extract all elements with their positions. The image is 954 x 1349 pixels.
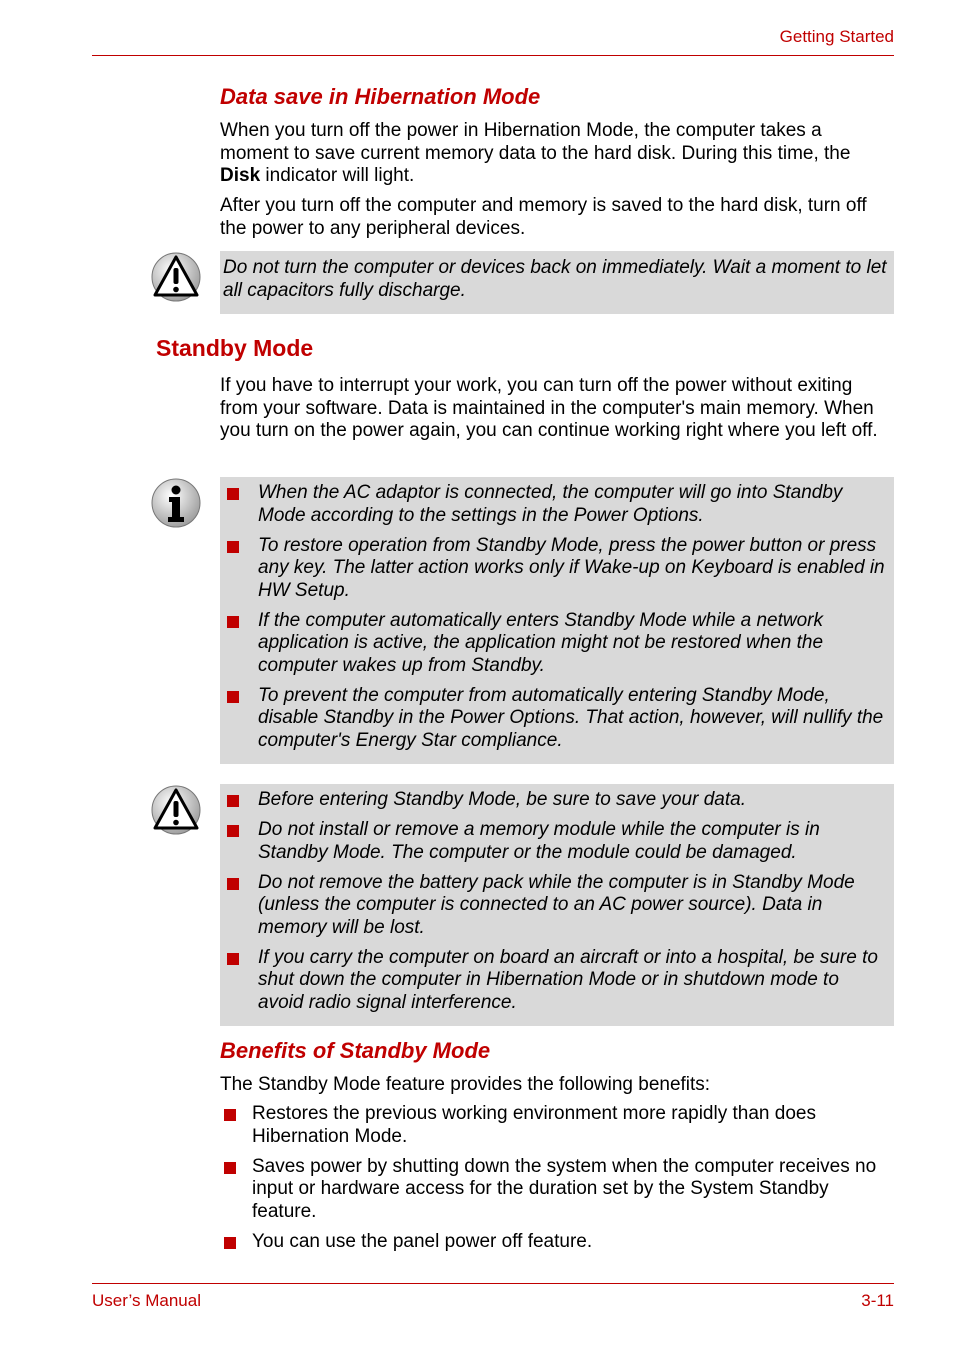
- page-number: 3-11: [861, 1291, 894, 1310]
- list-item: To prevent the computer from automatically entering Standby Mode, disable Standby in the Power Options. That action, however, will nullify the computer's Energy Star compliance.: [223, 685, 888, 753]
- bullet-marker: [227, 488, 239, 500]
- caution-icon: [150, 784, 202, 836]
- bullet-marker: [227, 795, 239, 807]
- bullet-marker: [227, 878, 239, 890]
- benefits-list: [220, 1103, 894, 1261]
- standby-paragraph: If you have to interrupt your work, you can turn off the power without exiting from your software. Data is maintained in the computer's main memory. When you turn on the power again, you can continue working right where you left off.: [220, 375, 878, 441]
- standby-heading: Standby Mode: [156, 335, 314, 361]
- hibernation-paragraph-1: When you turn off the power in Hibernation Mode, the computer takes a moment to save current memory data to the hard disk. During this time, the Disk indicator will light.: [220, 120, 851, 186]
- hibernation-caution-text: Do not turn the computer or devices back on immediately. Wait a moment to let all capacitors fully discharge.: [223, 257, 887, 301]
- list-item: Saves power by shutting down the system when the computer receives no input or hardware access for the duration set by the System Standby feature.: [220, 1156, 894, 1224]
- hibernation-caution-box: [220, 251, 894, 314]
- list-item: If the computer automatically enters Standby Mode while a network application is active, the application might not be restored when the computer wakes up from Standby.: [223, 610, 888, 678]
- hibernation-heading: Data save in Hibernation Mode: [220, 84, 541, 109]
- bullet-marker: [227, 953, 239, 965]
- list-item: You can use the panel power off feature.: [220, 1231, 894, 1254]
- list-item: Do not install or remove a memory module while the computer is in Standby Mode. The computer or the module could be damaged.: [223, 819, 888, 864]
- bullet-marker: [227, 691, 239, 703]
- caution-icon: [150, 251, 202, 303]
- list-item: Restores the previous working environment more rapidly than does Hibernation Mode.: [220, 1103, 894, 1148]
- standby-cautions-list: [223, 789, 888, 1014]
- list-item: Before entering Standby Mode, be sure to save your data.: [223, 789, 888, 812]
- list-item: To restore operation from Standby Mode, press the power button or press any key. The latter action works only if Wake-up on Keyboard is enabled in HW Setup.: [223, 535, 888, 603]
- standby-cautions-box: [220, 784, 894, 1026]
- running-header: Getting Started: [779, 27, 894, 46]
- benefits-heading: Benefits of Standby Mode: [220, 1038, 491, 1063]
- list-item: Do not remove the battery pack while the computer is in Standby Mode (unless the computer is connected to an AC power source). Data in memory will be lost.: [223, 872, 888, 940]
- header-rule: [92, 55, 894, 56]
- disk-term: Disk: [220, 165, 261, 186]
- list-item: When the AC adaptor is connected, the computer will go into Standby Mode according to the settings in the Power Options.: [223, 482, 888, 527]
- hibernation-paragraph-2: After you turn off the computer and memory is saved to the hard disk, turn off the power to any peripheral devices.: [220, 195, 867, 239]
- bullet-marker: [224, 1109, 236, 1121]
- footer-rule: [92, 1283, 894, 1284]
- footer-manual-title: User’s Manual: [92, 1291, 201, 1310]
- standby-notes-list: [223, 482, 888, 752]
- bullet-marker: [224, 1237, 236, 1249]
- bullet-marker: [227, 616, 239, 628]
- bullet-marker: [224, 1162, 236, 1174]
- list-item: If you carry the computer on board an aircraft or into a hospital, be sure to shut down the computer in Hibernation Mode or in shutdown mode to avoid radio signal interference.: [223, 947, 888, 1015]
- info-icon: [150, 477, 202, 529]
- bullet-marker: [227, 541, 239, 553]
- bullet-marker: [227, 825, 239, 837]
- benefits-intro: The Standby Mode feature provides the following benefits:: [220, 1074, 711, 1095]
- standby-notes-box: [220, 477, 894, 764]
